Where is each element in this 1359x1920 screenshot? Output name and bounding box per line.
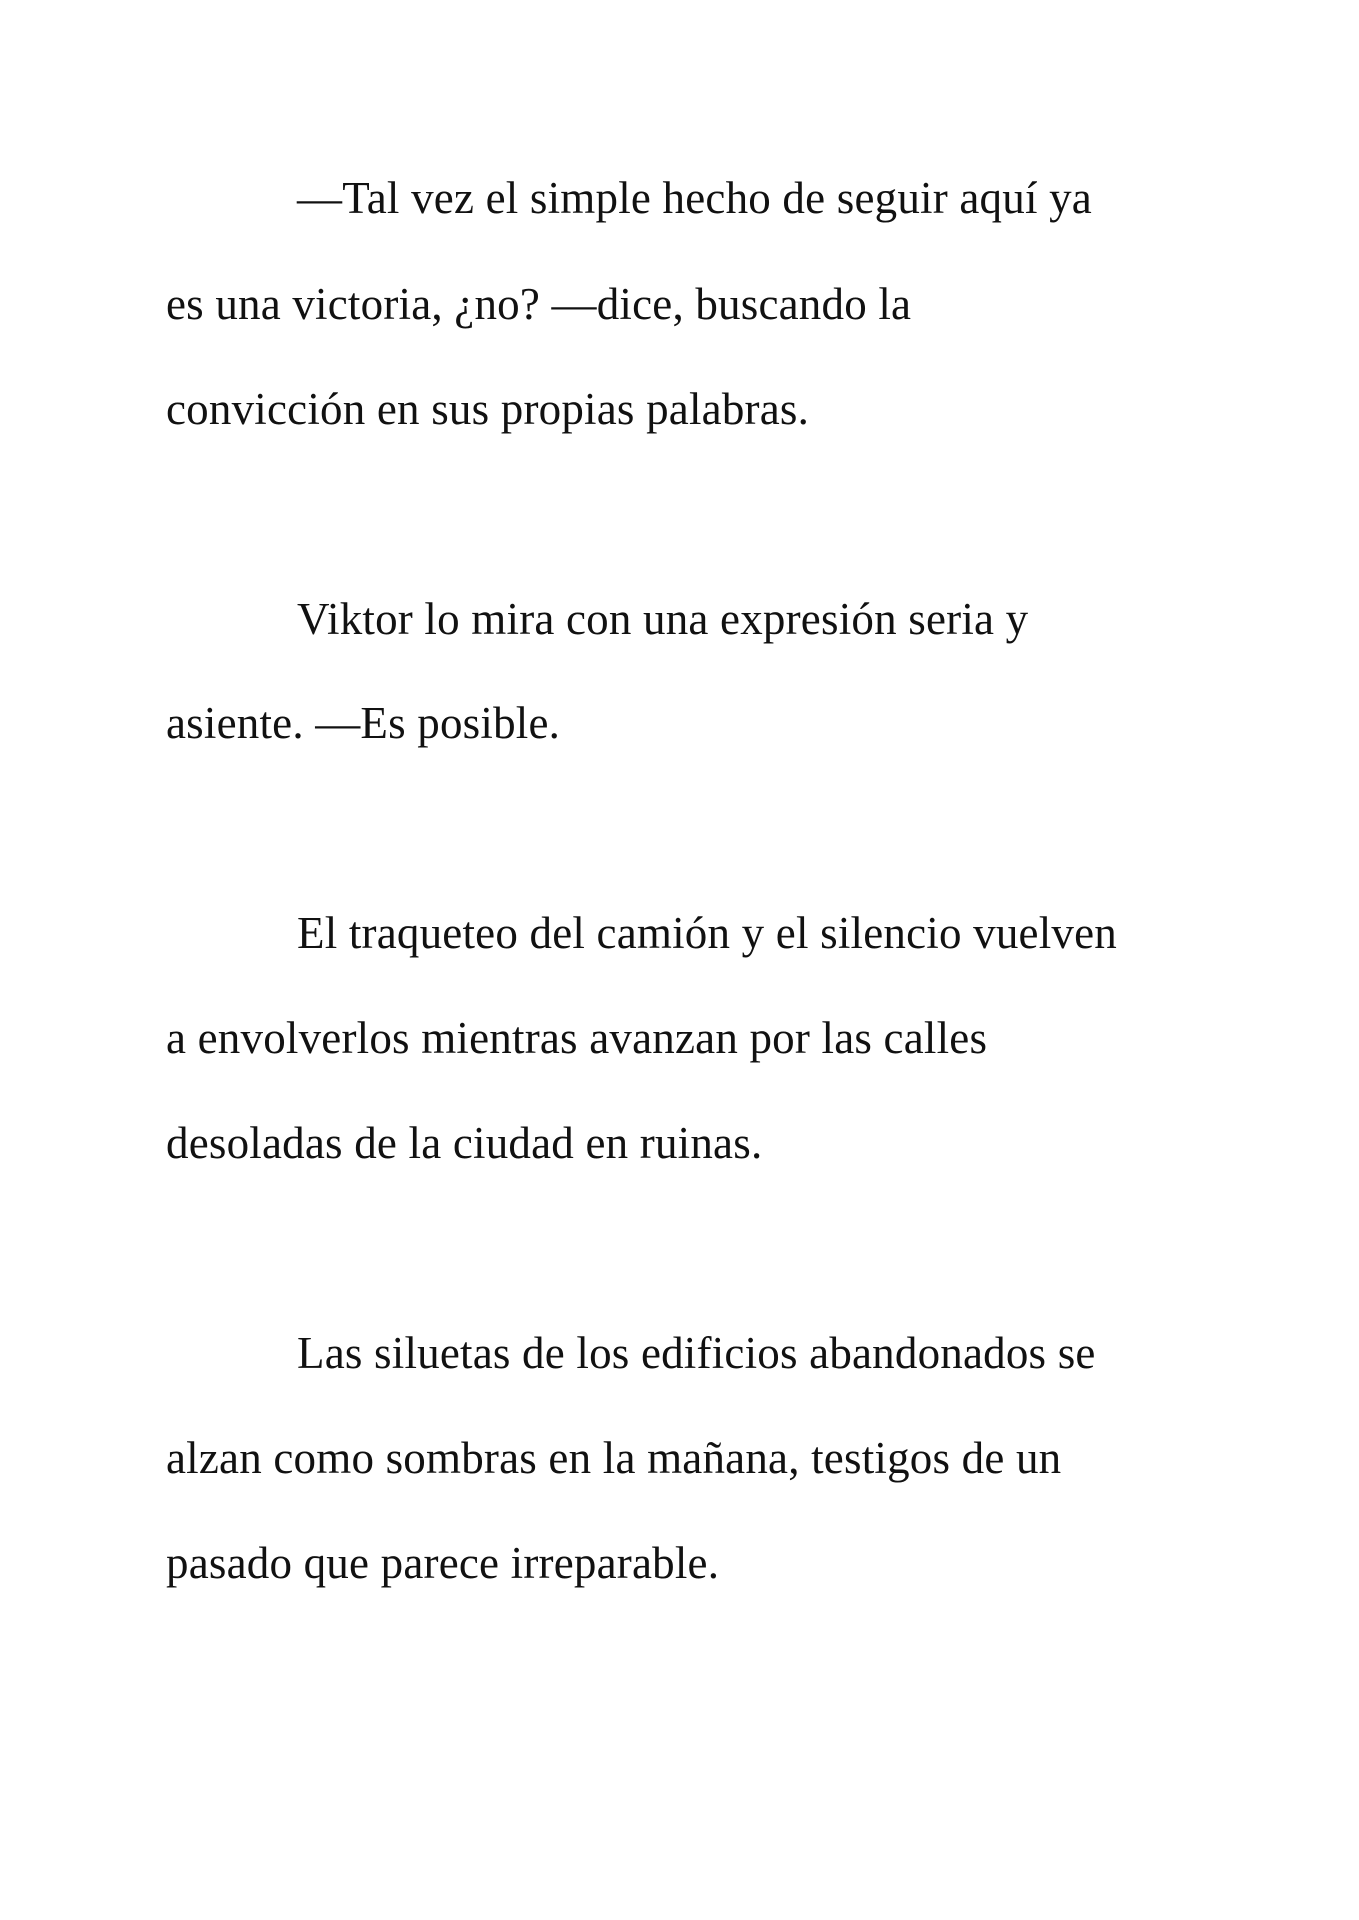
paragraph-line: es una victoria, ¿no? —dice, buscando la: [166, 279, 912, 329]
paragraph-line: desoladas de la ciudad en ruinas.: [166, 1118, 763, 1168]
paragraph-line: El traqueteo del camión y el silencio vuelven: [297, 908, 1117, 958]
paragraph-line: Las siluetas de los edificios abandonados se: [297, 1328, 1096, 1378]
paragraph-line: a envolverlos mientras avanzan por las calles: [166, 1013, 988, 1063]
paragraph-line: asiente. —Es posible.: [166, 698, 561, 748]
paragraph-line: convicción en sus propias palabras.: [166, 384, 810, 434]
paragraph-line: pasado que parece irreparable.: [166, 1538, 720, 1588]
paragraph-line: Viktor lo mira con una expresión seria y: [297, 594, 1029, 644]
paragraph-line: alzan como sombras en la mañana, testigos de un: [166, 1433, 1062, 1483]
paragraph-line: —Tal vez el simple hecho de seguir aquí ya: [297, 173, 1092, 223]
